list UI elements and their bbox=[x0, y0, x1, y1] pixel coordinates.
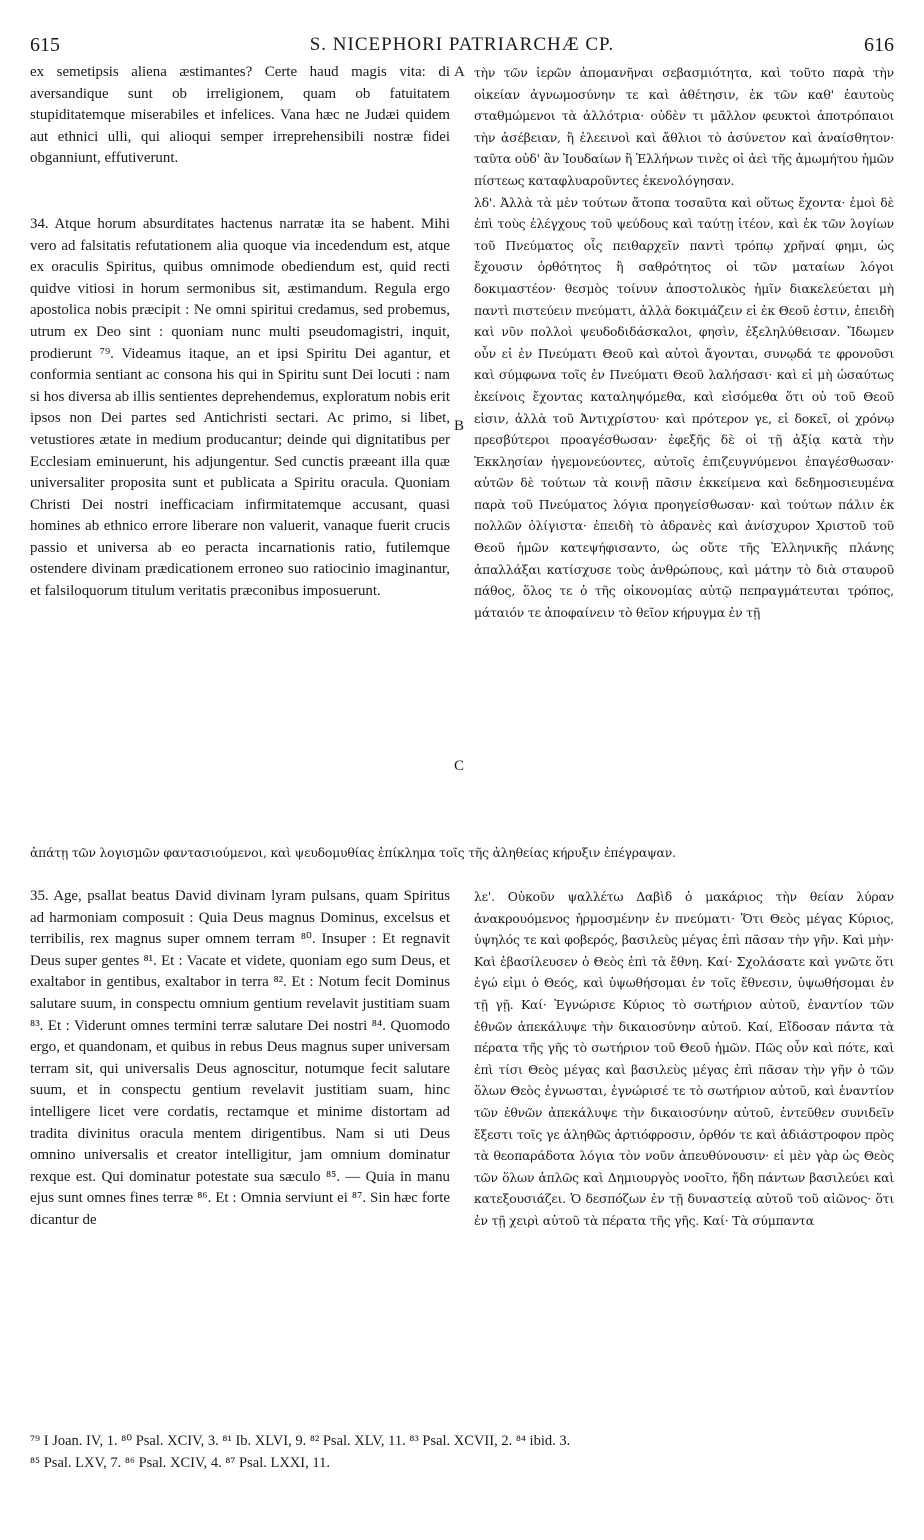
footnote-line: ⁸⁵ Psal. LXV, 7. ⁸⁶ Psal. XCIV, 4. ⁸⁷ Psal. LXXI, 11. bbox=[30, 1455, 330, 1471]
page-number-right: 616 bbox=[864, 34, 894, 56]
footnotes bbox=[30, 1430, 894, 1474]
latin-paragraph-35: 35. Age, psallat beatus David divinam lyram pulsans, quam Spiritus ad harmoniam composuit : Quia Deus magnus Dominus, excelsus et terribilis, rex magnus super omnem terram ⁸⁰. Insuper : Et regnavit Deus super gentes ⁸¹. Et : Vacate et videte, quoniam ego sum Deus, et exaltabor in gentibus, exaltabor in terra ⁸². Et : Notum fecit Dominus salutare suum, in conspectu omnium gentium revelavit justitiam suam ⁸³. Et : Viderunt omnes termini terræ salutare Dei nostri ⁸⁴. Quomodo ergo, et quandonam, et quibus in rebus Deus magnus super universam terram sit, qui universalis Deus agnoscitur, notumque fecit salutare suum, et in conspectu gentium revelavit justitiam suam, hinc intelligere licet vere cordatis, rectamque et minime distortam ad tradita divinitus oracula mentem dirigentibus. Nam si uti Deus omnino universalis et creator intelligitur, jam omnium dominatur rexque est. Qui dominatur potestate sua sæculo ⁸⁵. — Quia in manu ejus sunt omnes fines terræ ⁸⁶. Et : Omnia serviunt ei ⁸⁷. Sin hæc forte dicantur de bbox=[30, 888, 450, 1228]
greek-full-width-line: ἀπάτῃ τῶν λογισμῶν φαντασιούμενοι, καὶ ψευδομυθίας ἐπίκλημα τοῖς τῆς ἀληθείας κήρυξιν ἐπέγραψαν. bbox=[30, 845, 676, 860]
running-head bbox=[30, 34, 894, 60]
latin-column-bottom bbox=[30, 886, 450, 1406]
section-marker-b: B bbox=[454, 418, 465, 434]
greek-column-bottom bbox=[474, 886, 894, 1406]
greek-paragraph-continuation: τὴν τῶν ἱερῶν ἀπομανῆναι σεβασμιότητα, καὶ τοῦτο παρὰ τὴν οἰκείαν ἀγνωμοσύνην τε καὶ ἀθέτησιν, ἐκ τῶν καθ' ἑαυτοὺς σταθμώμενοι τὰ ἀλλότρια· οὐδὲν τι μᾶλλον φευκτοὶ ἀποτρόπαιοι τὴν ἀσέβειαν, ἢ ἐλεεινοὶ καὶ ἄθλιοι τὸ ἀσύνετον καὶ ἀναίσθητον· ταῦτα οὐδ' ἂν Ἰουδαίων ἢ Ἑλλήνων τινὲς οἱ ἀεὶ τῆς ἀμωμήτου ἡμῶν πίστεως καταφλυαροῦντες ἐκενολόγησαν. bbox=[474, 65, 894, 188]
latin-paragraph-34: 34. Atque horum absurditates hactenus narratæ ita se habent. Mihi vero ad falsitatis refutationem alia quoque via incedendum est, atque ex oraculis Spiritus, quibus omnimode obediendum est, quid recti quidve vitiosi in horum sermonibus sit, æstimandum. Regula ergo apostolica nobis præcipit : Ne omni spiritui credamus, sed probemus, utrum ex Deo sint : quoniam nunc multi pseudomagistri, inquit, prodierunt ⁷⁹. Videamus itaque, an et ipsi Spiritu Dei agantur, et conformia sentiant ac consona his qui in Spiritu sunt Dei locuti : nam si hos diversa ab illis sentientes deprehendemus, exploratum nobis erit ipsos non Dei partes sed Antichristi sectari. Ac primo, si libet, vetustiores ætate in medium producantur; deinde qui dignitatibus per Ecclesiam eminuerunt, his adjungentur. Sed cunctis præeant illa quæ universaliter proposita sunt et publicata a Spiritu oracula. Quoniam Christi Dei nostri inefficaciam infirmitatemque accusant, quasi homines ab ethnico errore liberare non valuerit, vanaque fuerit crucis passio et universa ab eo peracta incarnationis ratio, futilemque ostendere divinam prædicationem erroneo suo ratiocinio imaginantur, et falsiloquorum titulum veritatis præconibus imposuerunt. bbox=[30, 215, 450, 600]
footnote-line: ⁷⁹ I Joan. IV, 1. ⁸⁰ Psal. XCIV, 3. ⁸¹ Ib. XLVI, 9. ⁸² Psal. XLV, 11. ⁸³ Psal. XCVII, 2. ⁸⁴ ibid. 3. bbox=[30, 1433, 571, 1449]
greek-paragraph-35: λε'. Οὐκοῦν ψαλλέτω Δαβὶδ ὁ μακάριος τὴν θείαν λύραν ἀνακρουόμενος ἡρμοσμένην ἐν πνεύματι· Ὅτι Θεὸς μέγας Κύριος, ὑψηλός τε καὶ φοβερός, βασιλεὺς μέγας ἐπὶ πᾶσαν τὴν γῆν. Καὶ μὴν· Καὶ ἐβασίλευσεν ὁ Θεὸς ἐπὶ τὰ ἔθνη. Καί· Σχολάσατε καὶ γνῶτε ὅτι ἐγώ εἰμι ὁ Θεός, καὶ ὑψωθήσομαι ἐν τοῖς ἔθνεσιν, ὑψωθήσομαι ἐν τῇ γῇ. Καί· Ἐγνώρισε Κύριος τὸ σωτήριον αὐτοῦ, ἐναντίον τῶν ἐθνῶν ἀπεκάλυψε τὴν δικαιοσύνην αὐτοῦ. Καί, Εἴδοσαν πάντα τὰ πέρατα τῆς γῆς τὸ σωτήριον τοῦ Θεοῦ ἡμῶν. Πῶς οὖν καὶ πότε, καὶ ἐπὶ τίσι Θεὸς μέγας καὶ βασιλεὺς μέγας ἐπὶ πᾶσαν τὴν γῆν ὁ τῶν ὅλων Θεὸς ἐγνωσται, ἐγνώρισέ τε τὸ σωτήριον αὐτοῦ, καὶ ἐναντίον τῶν ἐθνῶν ἀπεκάλυψε τὴν δικαιοσύνην αὐτοῦ, ἐντεῦθεν συνιδεῖν ἔξεστι τοῖς γε ἀληθῶς ἀρτιόφροσιν, ὀρθόν τε καὶ ἀδιάστροφον πρὸς τὰ θεοπαράδοτα λόγια τὸν νοῦν ἀπευθύνουσιν· εἰ μὲν γὰρ ὡς Θεὸς τῶν ὅλων ἁπλῶς καὶ Δημιουργὸς νοοῖτο, ἤδη πάντων βασιλεύει καὶ κατεξουσιάζει. Ὁ δεσπόζων ἐν τῇ δυναστείᾳ αὐτοῦ τοῦ αἰῶνος· ὅτι ἐν τῇ χειρὶ αὐτοῦ τὰ πέρατα τῆς γῆς. Καί· Τὰ σύμπαντα bbox=[474, 889, 894, 1228]
section-marker-a: A bbox=[454, 64, 465, 80]
section-marker-c: C bbox=[454, 758, 465, 774]
running-title: S. NICEPHORI PATRIARCHÆ CP. bbox=[309, 34, 615, 55]
latin-column-top bbox=[30, 62, 450, 842]
latin-paragraph-continuation: ex semetipsis aliena æstimantes? Certe haud magis vita: di aversandique sunt ob irreligionem, quam ob fatuitatem stupiditatemque miserabiles et infelices. Vana hæc ne Judæi quidem aut ethnici ulli, qui alioqui semper irreprehensibili nostræ fidei obganniunt, effutiverunt. bbox=[30, 64, 450, 167]
page-number-left: 615 bbox=[30, 34, 60, 56]
greek-paragraph-34: λδ'. Ἀλλὰ τὰ μὲν τούτων ἄτοπα τοσαῦτα καὶ οὕτως ἔχοντα· ἐμοὶ δὲ ἐπὶ τοὺς ἐλέγχους τοῦ ψεύδους καὶ ταύτῃ ἰτέον, καὶ ἐκ τῶν λογίων τοῦ Πνεύματος οἷς πειθαρχεῖν παντὶ τρόπῳ χρῆναί φημι, ὡς ἔχουσιν ὀρθότητος ἢ σαθρότητος οἱ τῶν ματαίων λόγοι δοκιμαστέον· θεσμὸς τοίνυν ἀποστολικὸς ἡμῖν διακελεύεται μὴ παντὶ πιστεύειν πνεύματι, ἀλλὰ δοκιμάζειν εἰ ἐκ Θεοῦ ἐστιν, ἐπειδὴ καὶ νῦν πολλοὶ ψευδοδιδάσκαλοι, φησὶν, ἐξεληλύθεισαν. Ἴδωμεν οὖν εἰ ἐν Πνεύματι Θεοῦ καὶ αὐτοὶ ἄγονται, συνῳδά τε φρονοῦσι καὶ σύμφωνα τοῖς ἐν Πνεύματι Θεοῦ λαλήσασι· καὶ εἰ μὴ ὡσαύτως ἐκείνοις ἔχοντας καταληψόμεθα, καὶ εἰσόμεθα ὅτι οὐ τοῦ Θεοῦ εἰσιν, ἀλλὰ τοῦ Ἀντιχρίστου· καὶ πρότερον γε, εἰ δοκεῖ, οἱ χρόνῳ πρεσβύτεροι προαγέσθωσαν· ἐφεξῆς δὲ οἱ τῇ ἀξίᾳ κατὰ τὴν Ἐκκλησίαν ἡγεμονεύοντες, αὐτοῖς ἐπιζευγνύμενοι ἐπαγέσθωσαν· αὐτῶν δὲ τούτων τὰ κοινῇ πᾶσιν ἐκκείμενα καὶ δεδημοσιευμένα παρὰ τοῦ Πνεύματος λόγια προηγείσθωσαν· καὶ τούτων πάλιν ἐκ πολλῶν ὀλίγιστα· ἐπειδὴ τὸ ἀδρανὲς καὶ ἀνίσχυρον Χριστοῦ τοῦ Θεοῦ ἡμῶν κατεψήφισαντο, ὡς οὔτε τῆς Ἑλληνικῆς πλάνης ἀπαλλάξαι κατίσχυσε τοὺς ἀνθρώπους, καὶ μάτην τὸ διὰ σταυροῦ πάθος, ὅλος τε ὁ τῆς οἰκονομίας αὐτῷ πεπραγμάτευται τρόπος, μάταιόν τε ἀποφαίνειν τὸ θεῖον κήρυγμα ἐν τῇ bbox=[474, 194, 894, 620]
greek-column-top bbox=[474, 62, 894, 842]
